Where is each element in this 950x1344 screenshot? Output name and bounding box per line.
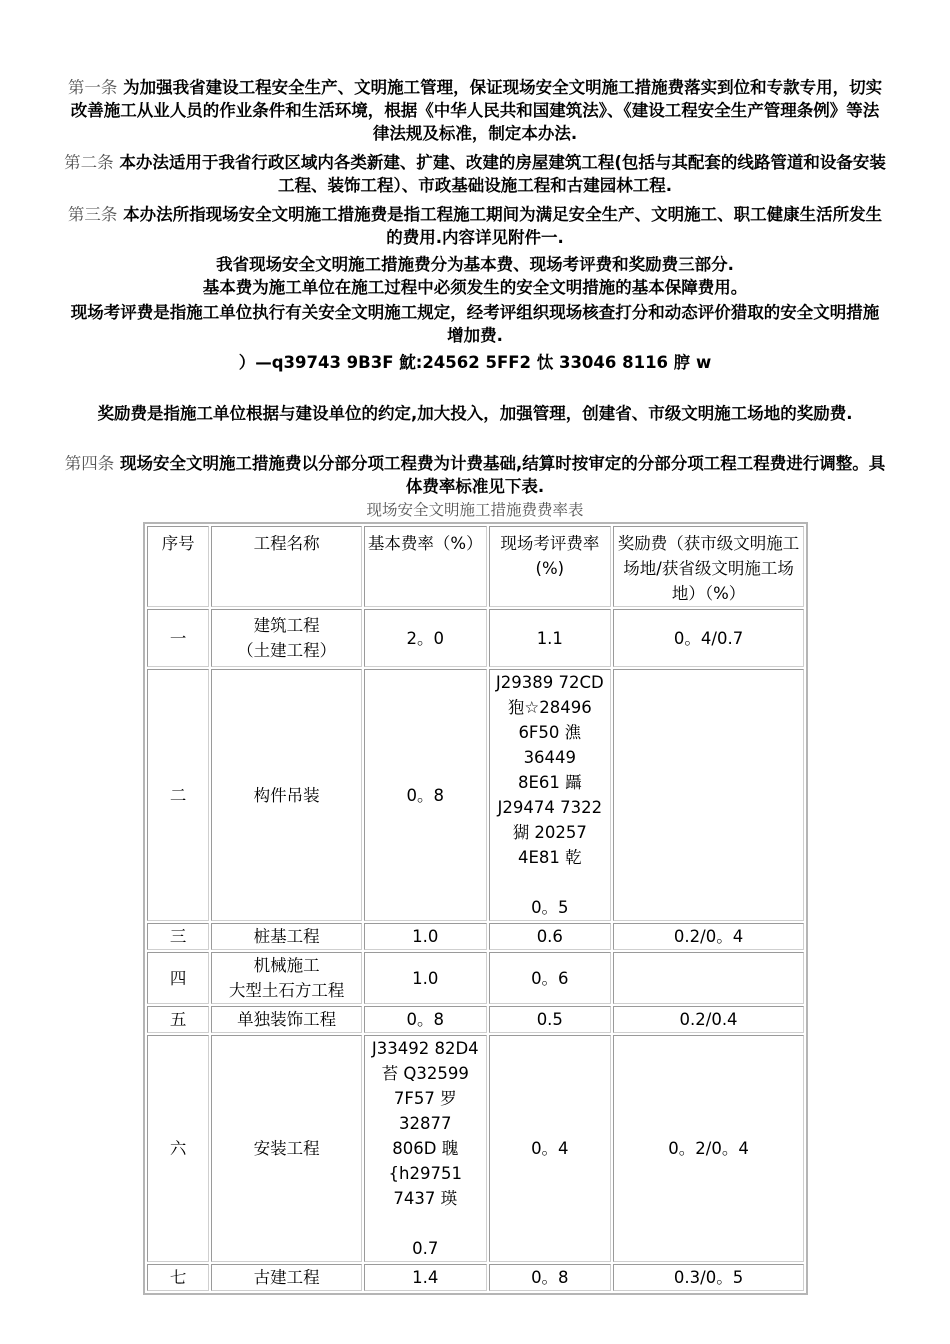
article-2-lead: 第二条 (64, 153, 114, 172)
cell-line: {h29751 (388, 1164, 462, 1183)
row-number-cell: 二 (147, 669, 209, 921)
cell-line: 6F50 潐 36449 (518, 723, 582, 767)
cell-line: 8E61 躡 (517, 773, 582, 792)
article-1-text: 为加强我省建设工程安全生产、文明施工管理，保证现场安全文明施工措施费落实到位和专款专用，切实改善施工从业人员的作业条件和生活环境，根据《中华人民共和国建筑法》、《建设工程安全生产管理条例》等法律法规及标准，制定本办法. (70, 78, 883, 143)
paragraph-evaluation-fee: 现场考评费是指施工单位执行有关安全文明施工规定，经考评组织现场核查打分和动态评价猎取的安全文明措施增加费. (70, 303, 880, 345)
reward-rate-cell (613, 952, 804, 1004)
cell-line: 构件吊装 (253, 785, 320, 805)
header-cell: 工程名称 (211, 526, 362, 607)
cell-line: 安装工程 (253, 1139, 320, 1158)
basic-rate-cell (364, 1264, 487, 1291)
row-number-cell: 五 (147, 1006, 209, 1033)
cell-line: 0。8 (531, 1268, 569, 1287)
cell-line: 806D 聭 (392, 1139, 459, 1158)
garbled-line: ）—q39743 9B3F 魫:24562 5FF2 忲 33046 8116 脝 w (238, 353, 712, 372)
cell-line: 7437 瑛 (393, 1189, 458, 1208)
row-number-cell: 六 (147, 1035, 209, 1262)
cell-line: 大型土石方工程 (228, 981, 345, 1000)
cell-line: 狍☆28496 (507, 698, 592, 717)
cell-line: 1.0 (412, 927, 439, 946)
article-4-text: 现场安全文明施工措施费以分部分项工程费为计费基础,结算时按审定的分部分项工程工程费进行调整。具体费率标准见下表. (114, 454, 886, 496)
basic-rate-cell (364, 669, 487, 921)
project-name-cell (211, 1035, 362, 1262)
basic-rate-cell (364, 923, 487, 950)
paragraph-fee-parts: 我省现场安全文明施工措施费分为基本费、现场考评费和奖励费三部分. (216, 255, 734, 274)
paragraph-basic-fee: 基本费为施工单位在施工过程中必须发生的安全文明措施的基本保障费用。 (202, 278, 748, 297)
header-cell: 序号 (147, 526, 209, 607)
cell-line (366, 1211, 485, 1236)
cell-line: 古建工程 (253, 1268, 320, 1287)
cell-line: （土建工程） (237, 641, 337, 660)
cell-line: J29389 72CD (495, 673, 604, 692)
article-1-lead: 第一条 (67, 78, 118, 97)
evaluation-rate-cell (489, 1035, 612, 1262)
table-body (147, 609, 804, 1291)
evaluation-rate-cell (489, 923, 612, 950)
cell-line: 0。8 (406, 785, 444, 805)
article-3 (64, 203, 886, 249)
table-row (147, 1264, 804, 1291)
cell-line: 1.4 (412, 1268, 439, 1287)
cell-line: J33492 82D4 (371, 1039, 479, 1058)
project-name-cell (211, 609, 362, 667)
project-name-cell (211, 923, 362, 950)
project-name-cell (211, 669, 362, 921)
cell-line: 0。5 (531, 898, 569, 917)
cell-line: 单独装饰工程 (237, 1010, 337, 1029)
cell-line: 0。4 (531, 1139, 569, 1158)
cell-line: 4E81 乾 (517, 848, 582, 867)
article-1 (64, 76, 886, 145)
cell-line: J29474 7322 (497, 798, 603, 817)
article-2 (64, 151, 886, 197)
row-number-cell: 一 (147, 609, 209, 667)
evaluation-rate-cell (489, 952, 612, 1004)
cell-line: 1.0 (412, 968, 439, 988)
project-name-cell (211, 1006, 362, 1033)
cell-line: 0.6 (536, 927, 563, 946)
cell-line: 建筑工程 (253, 616, 320, 635)
evaluation-rate-cell (489, 1006, 612, 1033)
row-number-cell: 四 (147, 952, 209, 1004)
cell-line: 0.7 (412, 1239, 439, 1258)
table-caption: 现场安全文明施工措施费费率表 (366, 501, 584, 519)
table-row (147, 609, 804, 667)
cell-line: 苔 Q32599 (381, 1064, 469, 1083)
cell-line: 7F57 罗 32877 (393, 1089, 457, 1133)
cell-line (491, 870, 610, 895)
evaluation-rate-cell (489, 1264, 612, 1291)
cell-line: 0。6 (531, 968, 569, 988)
cell-line: 0。8 (406, 1010, 444, 1029)
basic-rate-cell (364, 1035, 487, 1262)
header-cell: 奖励费（获市级文明施工场地/获省级文明施工场地）（%） (613, 526, 804, 607)
header-cell: 现场考评费率(%) (489, 526, 612, 607)
article-3-lead: 第三条 (67, 205, 118, 224)
fee-rate-table (143, 522, 808, 1295)
table-row (147, 669, 804, 921)
project-name-cell (211, 1264, 362, 1291)
row-number-cell: 三 (147, 923, 209, 950)
cell-line: 1.1 (536, 628, 563, 648)
cell-line: 机械施工 (253, 956, 320, 975)
article-4-lead: 第四条 (64, 454, 115, 473)
article-3-text: 本办法所指现场安全文明施工措施费是指工程施工期间为满足安全生产、文明施工、职工健康生活所发生的费用.内容详见附件一. (117, 205, 883, 247)
reward-rate-cell (613, 669, 804, 921)
header-cell: 基本费率（%） (364, 526, 487, 607)
cell-line: 桩基工程 (253, 927, 320, 946)
table-row (147, 952, 804, 1004)
table-row (147, 1006, 804, 1033)
cell-line: 0.5 (536, 1010, 563, 1029)
basic-rate-cell (364, 1006, 487, 1033)
evaluation-rate-cell (489, 609, 612, 667)
cell-line: 2。0 (406, 628, 444, 648)
table-row (147, 923, 804, 950)
evaluation-rate-cell (489, 669, 612, 921)
basic-rate-cell (364, 609, 487, 667)
article-4 (64, 452, 886, 498)
reward-rate-cell: 0.2/0。4 (613, 923, 804, 950)
basic-rate-cell (364, 952, 487, 1004)
project-name-cell (211, 952, 362, 1004)
table-row (147, 1035, 804, 1262)
row-number-cell: 七 (147, 1264, 209, 1291)
cell-line: 猢 20257 (512, 823, 587, 842)
reward-rate-cell: 0.3/0。5 (613, 1264, 804, 1291)
reward-rate-cell: 0。2/0。4 (613, 1035, 804, 1262)
paragraph-reward-fee: 奖励费是指施工单位根据与建设单位的约定,加大投入，加强管理，创建省、市级文明施工场地的奖励费. (97, 404, 853, 423)
table-header-row (147, 526, 804, 607)
reward-rate-cell: 0。4/0.7 (613, 609, 804, 667)
reward-rate-cell: 0.2/0.4 (613, 1006, 804, 1033)
article-2-text: 本办法适用于我省行政区域内各类新建、扩建、改建的房屋建筑工程(包括与其配套的线路管道和设备安装工程、装饰工程）、市政基础设施工程和古建园林工程. (113, 153, 886, 195)
